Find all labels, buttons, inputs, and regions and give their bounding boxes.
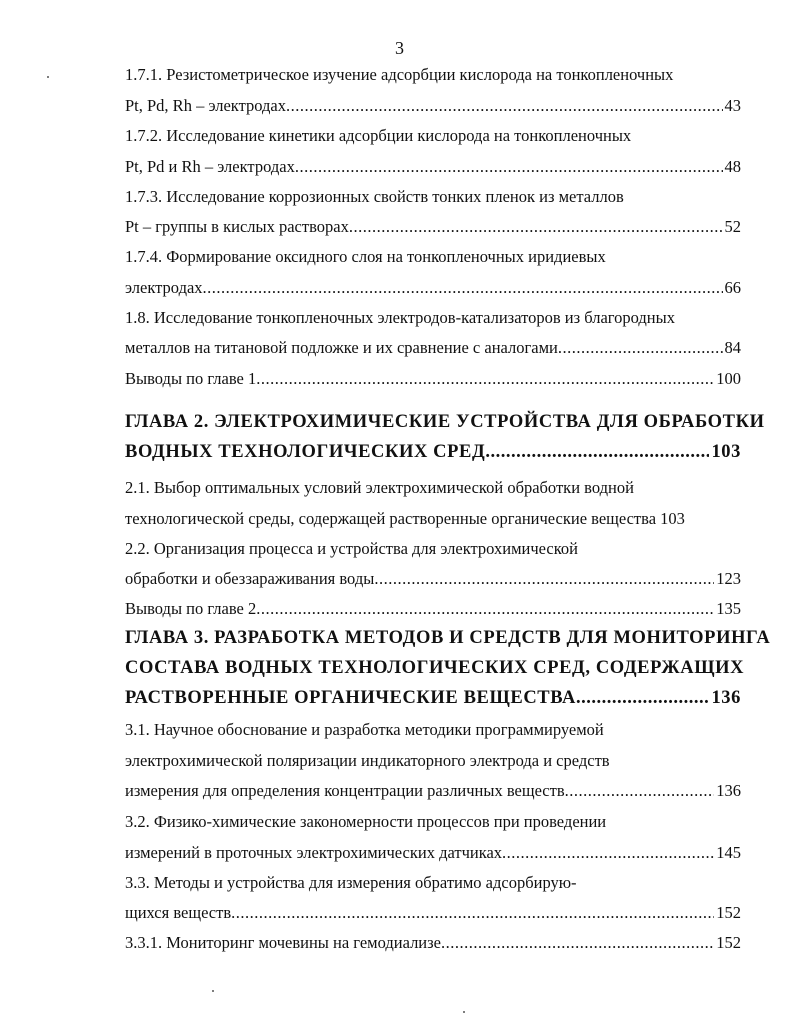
toc-page-ref: 66 [724,278,741,297]
toc-entry [125,216,741,238]
toc-line: 1.7.2. Исследование кинетики адсорбции кислорода на тонкопленочных [125,126,632,145]
toc-entry [125,932,741,954]
toc-line: 1.8. Исследование тонкопленочных электродов-катализаторов из благородных [125,308,675,327]
scan-speck [212,990,214,992]
toc-page-ref: 152 [716,903,741,922]
toc-line: 3.2. Физико-химические закономерности процессов при проведении [125,812,607,831]
toc-entry-title: электродах [125,278,203,297]
toc-entry-title: Выводы по главе 1 [125,369,257,388]
toc-page-ref: 52 [724,217,741,236]
toc-entry-title: измерений в проточных электрохимических датчиках [125,843,503,862]
leader-dots [286,95,723,117]
toc-line: 3.1. Научное обоснование и разработка методики программируемой [125,720,604,739]
toc-entry [125,687,741,709]
toc-line: 1.7.1. Резистометрическое изучение адсорбции кислорода на тонкопленочных [125,65,674,84]
toc-entry-title: Pt, Pd и Rh – электродах [125,157,295,176]
toc-line: 1.7.3. Исследование коррозионных свойств тонких пленок из металлов [125,187,624,206]
toc-page-ref: 48 [724,157,741,176]
toc-entry-title: Pt – группы в кислых растворах [125,217,349,236]
page-number: 3 [395,38,404,58]
toc-entry [125,95,741,117]
toc-entry-title: измерения для определения концентрации различных веществ [125,781,565,800]
toc-line: 2.2. Организация процесса и устройства для электрохимической [125,539,578,558]
toc-entry [125,598,741,620]
toc-entry [125,337,741,359]
leader-dots [203,277,723,299]
leader-dots [441,932,714,954]
chapter-heading: ГЛАВА 2. ЭЛЕКТРОХИМИЧЕСКИЕ УСТРОЙСТВА ДЛЯ ОБРАБОТКИ [125,412,765,432]
leader-dots [295,156,723,178]
toc-page-ref: 103 [711,442,741,462]
leader-dots [374,568,714,590]
toc-page-ref: 136 [711,688,741,708]
leader-dots [349,216,723,238]
toc-entry-title: щихся веществ [125,903,232,922]
toc-page-ref: 84 [724,338,741,357]
toc-line: электрохимической поляризации индикаторного электрода и средств [125,751,610,770]
toc-entry-title: ВОДНЫХ ТЕХНОЛОГИЧЕСКИХ СРЕД [125,442,486,462]
toc-page-ref: 100 [716,369,741,388]
toc-line: 2.1. Выбор оптимальных условий электрохимической обработки водной [125,478,634,497]
toc-entry [125,441,741,463]
toc-entry-title: обработки и обеззараживания воды [125,569,375,588]
leader-dots [576,687,709,709]
toc-entry [125,780,741,802]
leader-dots [231,902,714,924]
toc-page-ref: 43 [724,96,741,115]
chapter-heading: ГЛАВА 3. РАЗРАБОТКА МЕТОДОВ И СРЕДСТВ ДЛЯ МОНИТОРИНГА [125,628,771,648]
toc-entry [125,277,741,299]
toc-line: 3.3. Методы и устройства для измерения обратимо адсорбирую- [125,873,577,892]
toc-page-ref: 145 [716,843,741,862]
leader-dots [256,598,714,620]
scan-speck [47,76,49,78]
leader-dots [502,842,714,864]
toc-page-ref: 123 [716,569,741,588]
toc-entry-title: 3.3.1. Мониторинг мочевины на гемодиализе [125,933,441,952]
toc-entry-title: Выводы по главе 2 [125,599,257,618]
toc-entry [125,368,741,390]
scan-speck [463,1011,465,1013]
leader-dots [558,337,723,359]
leader-dots [485,441,709,463]
toc-line: 1.7.4. Формирование оксидного слоя на тонкопленочных иридиевых [125,247,606,266]
toc-entry-title: металлов на титановой подложке и их сравнение с аналогами [125,338,558,357]
toc-page-ref: 135 [716,599,741,618]
toc-entry [125,568,741,590]
toc-line: технологической среды, содержащей растворенные органические вещества 103 [125,509,685,528]
toc-entry [125,842,741,864]
toc-page-ref: 152 [716,933,741,952]
chapter-heading: СОСТАВА ВОДНЫХ ТЕХНОЛОГИЧЕСКИХ СРЕД, СОДЕРЖАЩИХ [125,658,745,678]
leader-dots [256,368,714,390]
toc-entry-title: РАСТВОРЕННЫЕ ОРГАНИЧЕСКИЕ ВЕЩЕСТВА [125,688,576,708]
toc-entry-title: Pt, Pd, Rh – электродах [125,96,286,115]
toc-entry [125,902,741,924]
toc-entry [125,156,741,178]
leader-dots [565,780,715,802]
toc-page-ref: 136 [716,781,741,800]
